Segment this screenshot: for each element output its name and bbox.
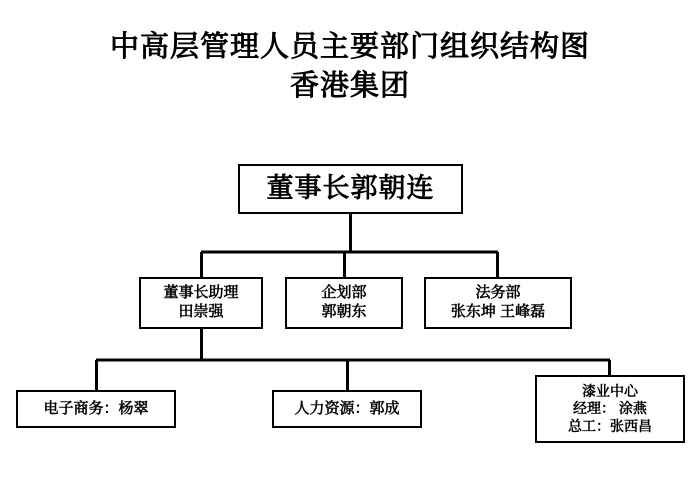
node-paint-center[interactable] xyxy=(535,375,685,443)
node-planning-department[interactable] xyxy=(285,277,403,329)
node-legal-department-line-1: 法务部 xyxy=(475,284,521,302)
node-planning-department-line-2: 郭朝东 xyxy=(321,303,367,320)
node-ecommerce-line-1: 电子商务：杨翠 xyxy=(43,399,149,417)
node-chairman-line-1: 董事长郭朝连 xyxy=(266,173,435,204)
page-title-line-1: 中高层管理人员主要部门组织结构图 xyxy=(109,31,590,63)
node-chairman-assistant-line-2: 田崇强 xyxy=(178,303,224,320)
node-chairman-assistant[interactable] xyxy=(139,277,263,329)
node-ecommerce[interactable] xyxy=(16,390,176,428)
node-chairman[interactable] xyxy=(238,164,463,214)
node-chairman-assistant-line-1: 董事长助理 xyxy=(163,284,239,302)
node-planning-department-line-1: 企划部 xyxy=(321,284,367,302)
node-legal-department-line-2: 张东坤 王峰磊 xyxy=(450,303,546,320)
node-legal-department[interactable] xyxy=(424,277,572,329)
node-paint-center-line-2: 经理： 涂燕 xyxy=(573,400,647,417)
node-paint-center-line-1: 漆业中心 xyxy=(582,382,638,399)
page-title-line-2: 香港集团 xyxy=(289,70,410,103)
node-paint-center-line-3: 总工：张西昌 xyxy=(568,417,652,434)
node-human-resources-line-1: 人力资源：郭成 xyxy=(294,399,400,417)
page-title xyxy=(0,28,700,106)
node-human-resources[interactable] xyxy=(272,390,422,428)
